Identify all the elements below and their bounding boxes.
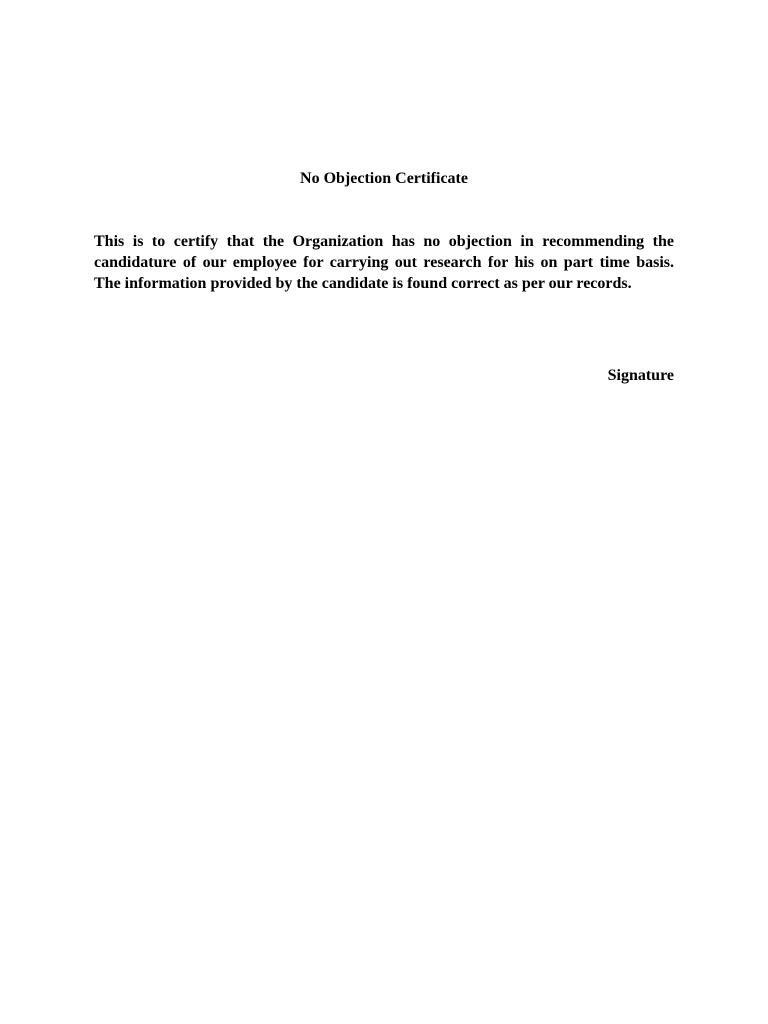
document-title-text: No Objection Certificate	[300, 170, 468, 187]
certificate-body	[94, 231, 674, 294]
body-line-3: The information provided by the candidate is found correct as per our records.	[94, 275, 632, 292]
body-line-1: This is to certify that the Organization has no objection in recommending the	[94, 233, 674, 250]
document-title	[0, 170, 768, 188]
body-line-2: candidature of our employee for carrying out research for his on part time basis.	[94, 254, 674, 271]
signature-label: Signature	[607, 367, 674, 384]
